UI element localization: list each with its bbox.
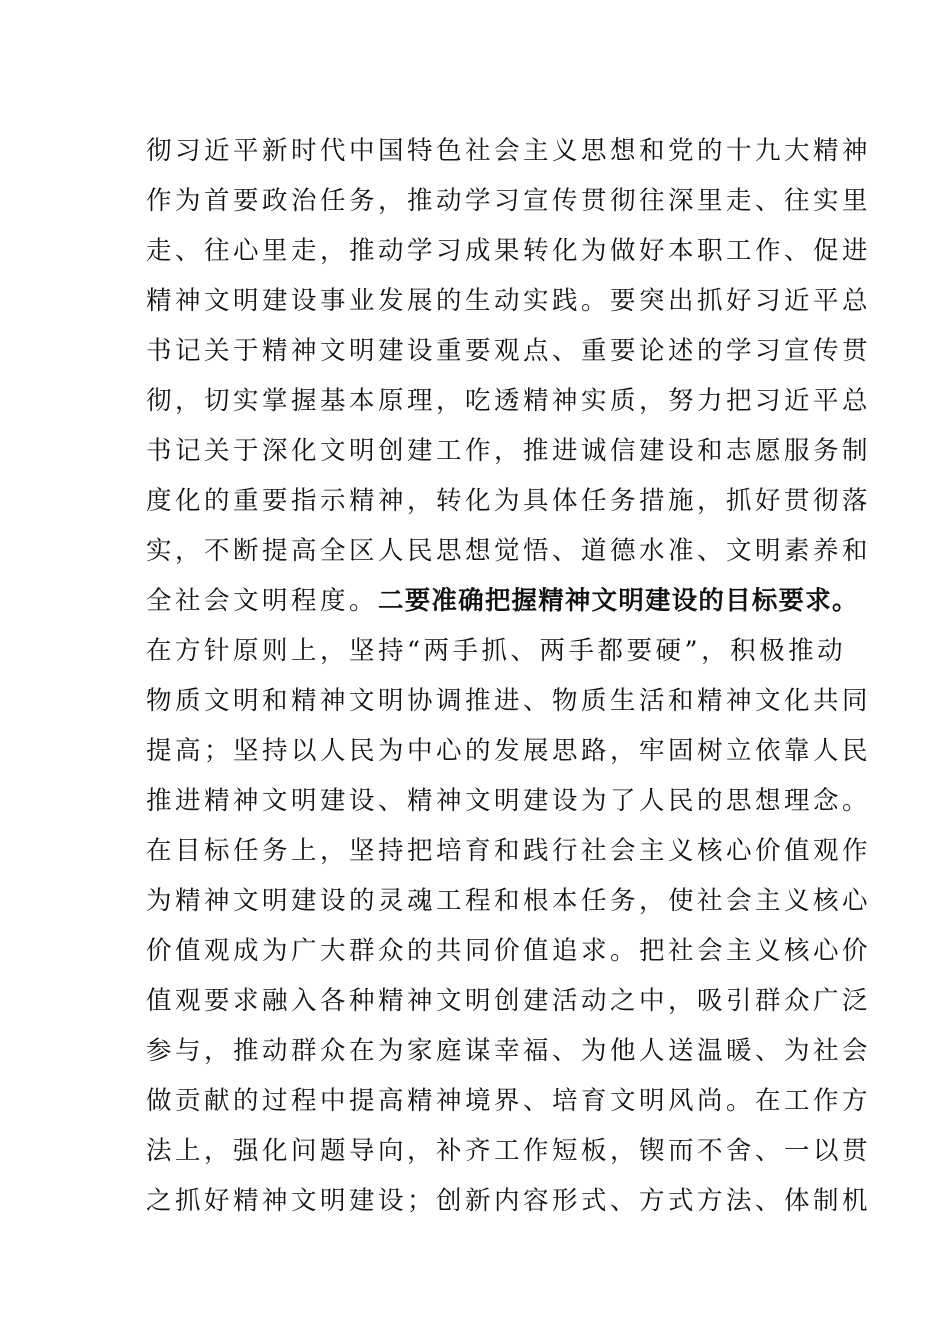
text-line: 法上，强化问题导向，补齐工作短板，锲而不舍、一以贯: [146, 1136, 872, 1166]
text-line: 推进精神文明建设、精神文明建设为了人民的思想理念。: [146, 786, 872, 816]
text-line: 彻，切实掌握基本原理，吃透精神实质，努力把习近平总: [146, 386, 872, 416]
text-line: 提高；坚持以人民为中心的发展思路，牢固树立依靠人民: [146, 736, 872, 766]
text-line: 度化的重要指示精神，转化为具体任务措施，抓好贯彻落: [146, 486, 872, 516]
text-line: 在目标任务上，坚持把培育和践行社会主义核心价值观作: [146, 836, 872, 866]
text-line: 实，不断提高全区人民思想觉悟、道德水准、文明素养和: [146, 536, 872, 566]
text-line: 彻习近平新时代中国特色社会主义思想和党的十九大精神: [146, 136, 872, 166]
text-line: 值观要求融入各种精神文明创建活动之中，吸引群众广泛: [146, 986, 872, 1016]
text-line: 之抓好精神文明建设；创新内容形式、方式方法、体制机: [146, 1186, 872, 1216]
text-line: 精神文明建设事业发展的生动实践。要突出抓好习近平总: [146, 286, 872, 316]
text-line: 书记关于深化文明创建工作，推进诚信建设和志愿服务制: [146, 436, 872, 466]
text-line: 走、往心里走，推动学习成果转化为做好本职工作、促进: [146, 236, 872, 266]
body-paragraph: [146, 126, 872, 1226]
text-line: 价值观成为广大群众的共同价值追求。把社会主义核心价: [146, 936, 872, 966]
text-line: 为精神文明建设的灵魂工程和根本任务，使社会主义核心: [146, 886, 872, 916]
bold-heading: 二要准确把握精神文明建设的目标要求。: [378, 586, 859, 616]
text-line: 全社会文明程度。二要准确把握精神文明建设的目标要求。: [146, 586, 859, 616]
text-line: 参与，推动群众在为家庭谋幸福、为他人送温暖、为社会: [146, 1036, 872, 1066]
text-line: 物质文明和精神文明协调推进、物质生活和精神文化共同: [146, 686, 872, 716]
text-line: 在方针原则上，坚持“两手抓、两手都要硬”，积极推动: [146, 636, 847, 666]
text-line: 书记关于精神文明建设重要观点、重要论述的学习宣传贯: [146, 336, 872, 366]
text-line: 做贡献的过程中提高精神境界、培育文明风尚。在工作方: [146, 1086, 872, 1116]
text-line: 作为首要政治任务，推动学习宣传贯彻往深里走、往实里: [146, 186, 872, 216]
